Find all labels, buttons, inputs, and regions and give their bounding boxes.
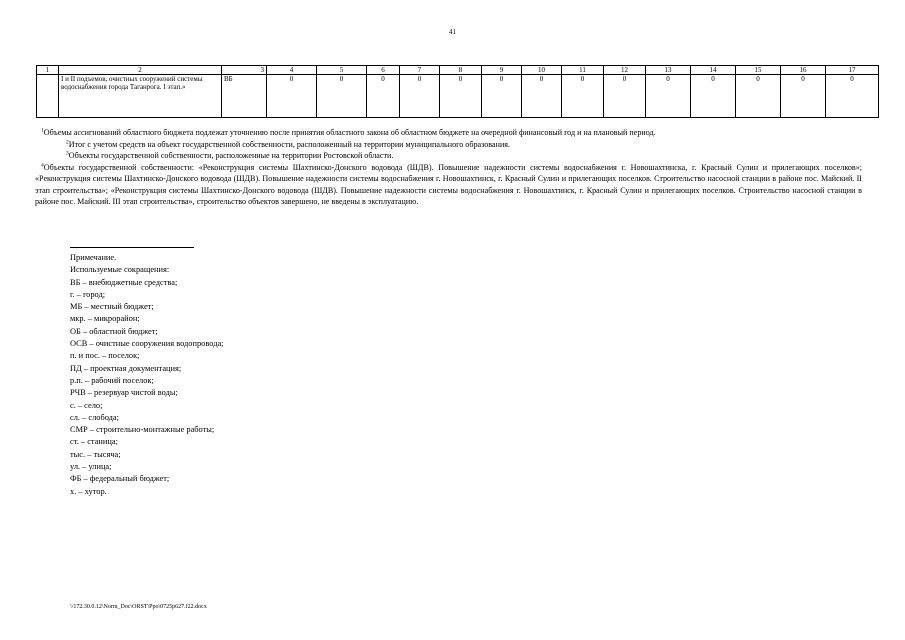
abbreviation-item: ПД – проектная документация; (70, 363, 182, 373)
table-header-cell: 3 (222, 66, 267, 75)
table-cell: 0 (826, 75, 879, 118)
abbreviation-item: п. и пос. – поселок; (70, 351, 140, 361)
abbreviation-item: МБ – местный бюджет; (70, 302, 154, 312)
abbreviation-item: ОБ – областной бюджет; (70, 326, 158, 336)
footnote-mark: 1 (41, 127, 44, 134)
table-header-cell: 9 (482, 66, 522, 75)
table-header-cell: 11 (562, 66, 604, 75)
abbreviation-item: с. – село; (70, 400, 103, 410)
table-cell: 0 (781, 75, 826, 118)
table-header-cell: 7 (400, 66, 440, 75)
abbreviation-item: ВБ – внебюджетные средства; (70, 277, 178, 287)
table-cell: 0 (367, 75, 400, 118)
footnote-text: Итог с учетом средств на объект государственной собственности, расположенный на территории муниципального образования. (68, 139, 511, 149)
table-cell: 0 (522, 75, 562, 118)
table-header-cell: 15 (736, 66, 781, 75)
footnote-mark: 4 (41, 161, 44, 168)
table-header-cell: 2 (59, 66, 222, 75)
footnote-text: Объемы ассигнований областного бюджета подлежат уточнению после принятия областного закона об областном бюджете на очередной финансовый год и на плановый период. (43, 128, 656, 137)
table-header-cell: 10 (522, 66, 562, 75)
footnote-2 (60, 139, 862, 151)
footnote-text: Объекты государственной собственности, расположенные на территории Ростовской области. (68, 151, 394, 160)
abbreviation-item: сл. – слобода; (70, 412, 119, 422)
abbreviation-item: мкр. – микрорайон; (70, 314, 140, 324)
table-header-cell: 14 (691, 66, 736, 75)
table-cell: 0 (736, 75, 781, 118)
table-header-cell: 17 (826, 66, 879, 75)
table-header-cell: 16 (781, 66, 826, 75)
abbreviation-item: ул. – улица; (70, 462, 112, 472)
table-header-cell: 13 (646, 66, 691, 75)
table-row (37, 75, 879, 118)
notes-subtitle: Используемые сокращения: (70, 265, 170, 275)
abbreviation-item: ст. – станица; (70, 437, 118, 447)
abbreviation-item: тыс. – тысяча; (70, 449, 121, 459)
abbreviation-item: СМР – строительно-монтажные работы; (70, 425, 215, 435)
abbreviation-item: ФБ – федеральный бюджет; (70, 474, 170, 484)
table-cell: 0 (317, 75, 367, 118)
table-cell: 0 (646, 75, 691, 118)
table-cell-description: I и II подъемов, очистных сооружений системы водоснабжения города Таганрога. I этап.» (59, 75, 222, 118)
abbreviation-item: ОСВ – очистные сооружения водопровода; (70, 339, 224, 349)
footnote-text: Объекты государственной собственности: «Реконструкция системы Шахтинско-Донского водовода (ШДВ). Повышение надежности системы водоснабжения г. Новошахтинска, г. Красный Сулин и прилегающих поселков»; «Реконструкция системы Шахтинско-Донского водовода (ШДВ). Повышение надежности системы водоснабжения г. Новошахтинск, г. Красный Сулин и прилегающих поселков. Строительство насосной станции в районе пос. Майский. II этап строительства»; «Реконструкция системы Шахтинско-Донского водовода (ШДВ). Повышение надежности системы водоснабжения г. Новошахтинск, г. Красный Сулин и прилегающих поселков. Строительство насосной станции в районе пос. Майский. III этап строительства», строительство объектов завершено, не введены в эксплуатацию. (35, 162, 862, 206)
table-cell-source: ВБ (222, 75, 267, 118)
page-number: 41 (449, 28, 456, 36)
table-cell: 0 (691, 75, 736, 118)
abbreviations-notes (70, 252, 470, 498)
abbreviation-item: г. – город; (70, 289, 106, 299)
table-header-cell: 8 (440, 66, 482, 75)
abbreviation-item: х. – хутор. (70, 486, 107, 496)
table-header-cell: 1 (37, 66, 59, 75)
footnote-1 (35, 127, 862, 139)
table-header-row (37, 66, 879, 75)
table-cell (37, 75, 59, 118)
data-table (36, 65, 879, 118)
abbreviation-item: р.п. – рабочий поселок; (70, 375, 154, 385)
footnotes (35, 127, 862, 208)
table-cell: 0 (482, 75, 522, 118)
footnote-mark: 2 (66, 138, 69, 145)
table-header-cell: 6 (367, 66, 400, 75)
table-cell: 0 (400, 75, 440, 118)
footnote-mark: 3 (66, 150, 69, 157)
notes-title: Примечание. (70, 253, 117, 262)
separator-line (70, 247, 194, 248)
table-header-cell: 5 (317, 66, 367, 75)
table-cell: 0 (440, 75, 482, 118)
table-cell: 0 (604, 75, 646, 118)
table-header-cell: 4 (267, 66, 317, 75)
footnote-3 (60, 150, 862, 162)
footnote-4 (35, 162, 862, 208)
table-cell: 0 (267, 75, 317, 118)
footer-file-path: \\172.30.0.12\Norm_Doc\ORST\Ppo\0725p627.f22.docx (70, 604, 207, 610)
table-header-cell: 12 (604, 66, 646, 75)
abbreviation-item: РЧВ – резервуар чистой воды; (70, 388, 178, 398)
table-cell: 0 (562, 75, 604, 118)
